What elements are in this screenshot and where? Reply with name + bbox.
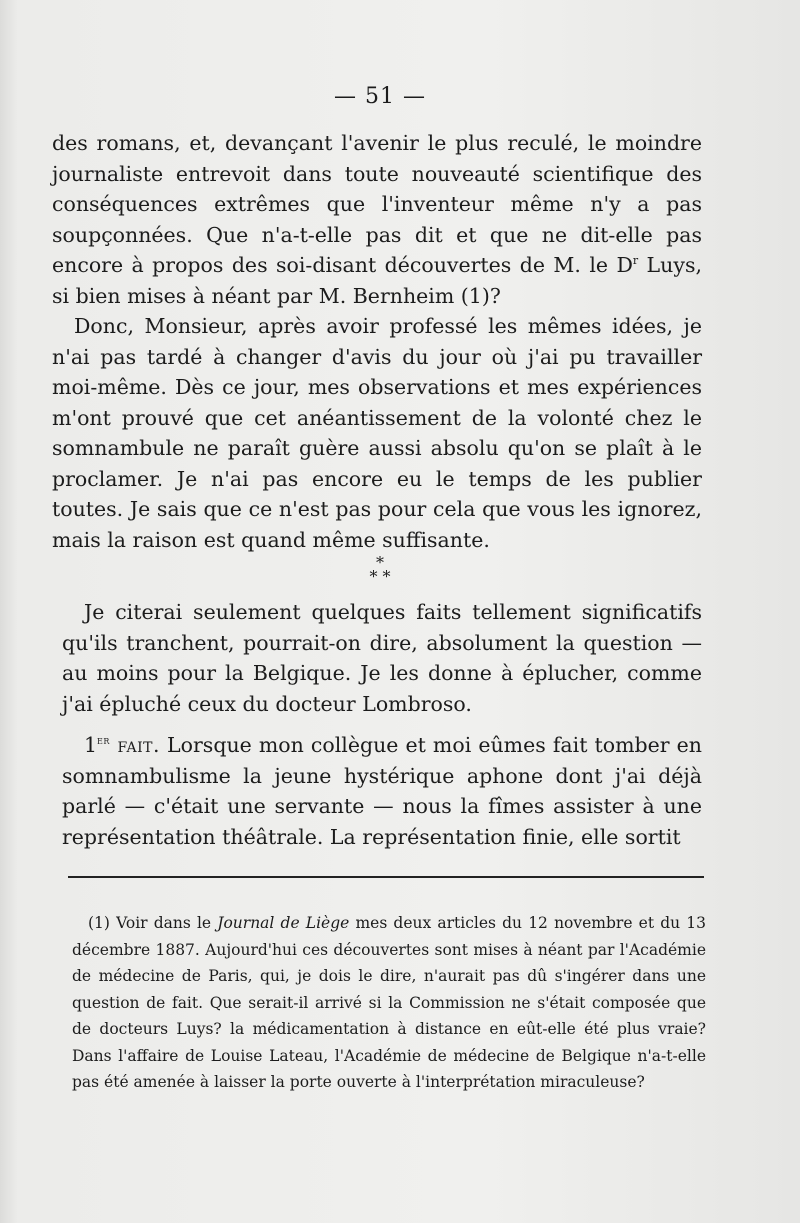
separator-star-top: * (376, 553, 384, 572)
separator-stars-bottom: * * (369, 567, 391, 586)
fait-number-sup: er (97, 734, 110, 747)
fait-number: 1 (84, 733, 98, 757)
paragraph-1-text: des romans, et, devançant l'avenir le plus reculé, le moindre journaliste entrevoit dans toute nouveauté scientifique des conséquences extrêmes que l'inventeur même n'y a pas soupçonnées. Que n'a-t-elle pas dit et que ne dit-elle pas encore à propos des soi-disant découvertes de M. le D (52, 131, 702, 277)
footnote-journal-title: Journal de Liège (217, 914, 350, 932)
paragraph-fait-1 (62, 730, 702, 852)
footnote-rule (68, 876, 704, 878)
footnote-1 (72, 910, 706, 1096)
paragraph-4-text: Lorsque mon collègue et moi eûmes fait tomber en somnambulisme la jeune hystérique aphone dont j'ai déjà parlé — c'était une servante — nous la fîmes assister à une représentation théâtrale. La représentation finie, elle sortit (62, 733, 702, 849)
paragraph-2: Donc, Monsieur, après avoir professé les mêmes idées, je n'ai pas tardé à changer d'avis du jour où j'ai pu travailler moi-même. Dès ce jour, mes observations et mes expériences m'ont prouvé que cet anéantissement de la volonté chez le somnambule ne paraît guère aussi absolu qu'on se plaît à le proclamer. Je n'ai pas encore eu le temps de les publier toutes. Je sais que ce n'est pas pour cela que vous les ignorez, mais la raison est quand même suffisante. (52, 314, 702, 552)
paragraph-continuation (52, 128, 702, 311)
section-separator (0, 553, 760, 586)
paragraph-3: Je citerai seulement quelques faits tellement significatifs qu'ils tranchent, pourrait-on dire, absolument la question — au moins pour la Belgique. Je les donne à éplucher, comme j'ai épluché ceux du docteur Lombroso. (62, 600, 702, 716)
paragraph-1-end: Luys, si bien mises à néant par M. Bernheim (1)? (52, 253, 702, 308)
footnote-rest: mes deux articles du 12 novembre et du 13 décembre 1887. Aujourd'hui ces découvertes sont mises à néant par l'Académie de médecine de Paris, qui, je dois le dire, n'aurait pas dû s'ingérer dans une question de fait. Que serait-il arrivé si la Commission ne s'était composée que de docteurs Luys? la médicamentation à distance en eût-elle été plus vraie? Dans l'affaire de Louise Lateau, l'Académie de médecine de Belgique n'a-t-elle pas été amenée à laisser la porte ouverte à l'interprétation miraculeuse? (72, 914, 706, 1091)
footnote-start: (1) Voir dans le (88, 914, 218, 932)
main-text-top (52, 128, 702, 555)
footnote (72, 910, 706, 1096)
page-number: — 51 — (334, 84, 426, 109)
fait-label: fait. (109, 733, 160, 757)
main-text-bottom (62, 597, 702, 863)
doctor-abbrev-sup: r (632, 254, 639, 267)
